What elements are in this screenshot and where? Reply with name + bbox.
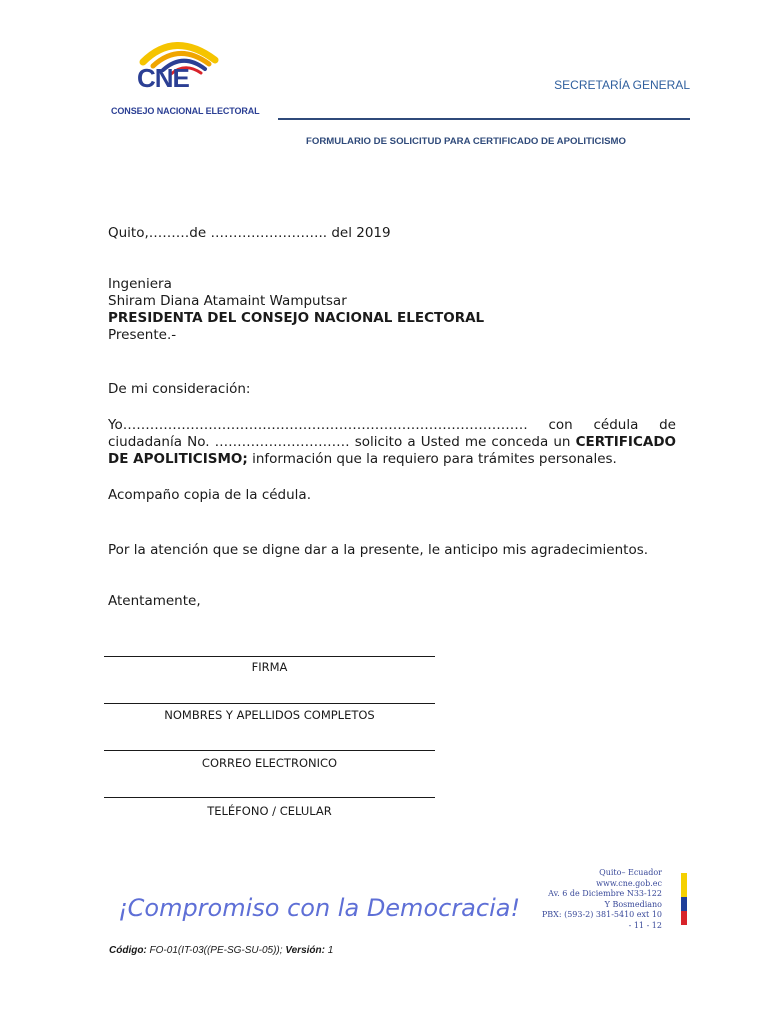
nombres-line — [104, 703, 435, 704]
document-code — [109, 945, 333, 956]
contact-phone: PBX: (593-2) 381-5410 ext 10 — [541, 910, 662, 919]
para1-word-cedula: cédula — [593, 417, 639, 433]
code-label: Código: — [109, 945, 147, 956]
id-number-line: ciudadanía No. ………………………… solicito a Usted me conceda un — [108, 434, 571, 450]
contact-web: www.cne.gob.ec — [596, 878, 662, 888]
department-label: SECRETARÍA GENERAL — [554, 78, 690, 92]
contact-address-1: Av. 6 de Diciembre N33-122 — [548, 889, 662, 898]
telefono-label: TELÉFONO / CELULAR — [207, 804, 332, 818]
addressee-name: Shiram Diana Atamaint Wamputsar — [108, 293, 347, 309]
header-divider — [278, 118, 690, 120]
addressee-block — [108, 276, 668, 344]
flag-red-stripe — [681, 911, 687, 925]
addressee-position: PRESIDENTA DEL CONSEJO NACIONAL ELECTORAL — [108, 310, 485, 326]
version-value: 1 — [327, 945, 334, 956]
salutation: De mi consideración: — [108, 381, 251, 397]
para1-word-con: con — [548, 417, 573, 433]
para1-word-de: de — [659, 417, 676, 433]
logo-acronym: CNE — [137, 63, 189, 93]
code-value: FO-01(IT-03((PE-SG-SU-05)); — [149, 945, 283, 956]
flag-bar — [681, 873, 687, 925]
purpose-text: información que la requiero para trámites personales. — [252, 451, 617, 467]
firma-line — [104, 656, 435, 657]
contact-city: Quito– Ecuador — [599, 868, 662, 877]
attachment-note: Acompaño copia de la cédula. — [108, 487, 311, 503]
contact-page: - 11 - 12 — [628, 920, 662, 930]
cne-logo — [105, 36, 260, 122]
correo-line — [104, 750, 435, 751]
flag-blue-stripe — [681, 897, 687, 911]
request-paragraph — [108, 417, 676, 468]
form-title: FORMULARIO DE SOLICITUD PARA CERTIFICADO DE APOLITICISMO — [306, 136, 626, 147]
logo-caption: CONSEJO NACIONAL ELECTORAL — [111, 106, 260, 116]
correo-label: CORREO ELECTRONICO — [201, 756, 338, 770]
addressee-closing: Presente.- — [108, 327, 177, 343]
nombres-label: NOMBRES Y APELLIDOS COMPLETOS — [164, 708, 375, 722]
version-label: Versión: — [285, 945, 325, 956]
date-line: Quito,………de …………………….. del 2019 — [108, 225, 391, 241]
flag-yellow-stripe — [681, 873, 687, 897]
firma-label: FIRMA — [251, 660, 288, 674]
name-blank: Yo……………………………………………………………………………… — [108, 417, 528, 433]
telefono-line — [104, 797, 435, 798]
closing: Atentamente, — [108, 593, 201, 609]
contact-address-2: Y Bosmediano — [604, 899, 662, 909]
contact-block — [542, 868, 662, 931]
slogan: ¡Compromiso con la Democracia! — [118, 894, 521, 922]
addressee-title: Ingeniera — [108, 276, 172, 292]
certificate-name: CERTIFICADO DE APOLITICISMO; — [108, 434, 676, 467]
thanks-paragraph: Por la atención que se digne dar a la presente, le anticipo mis agradecimientos. — [108, 542, 649, 558]
